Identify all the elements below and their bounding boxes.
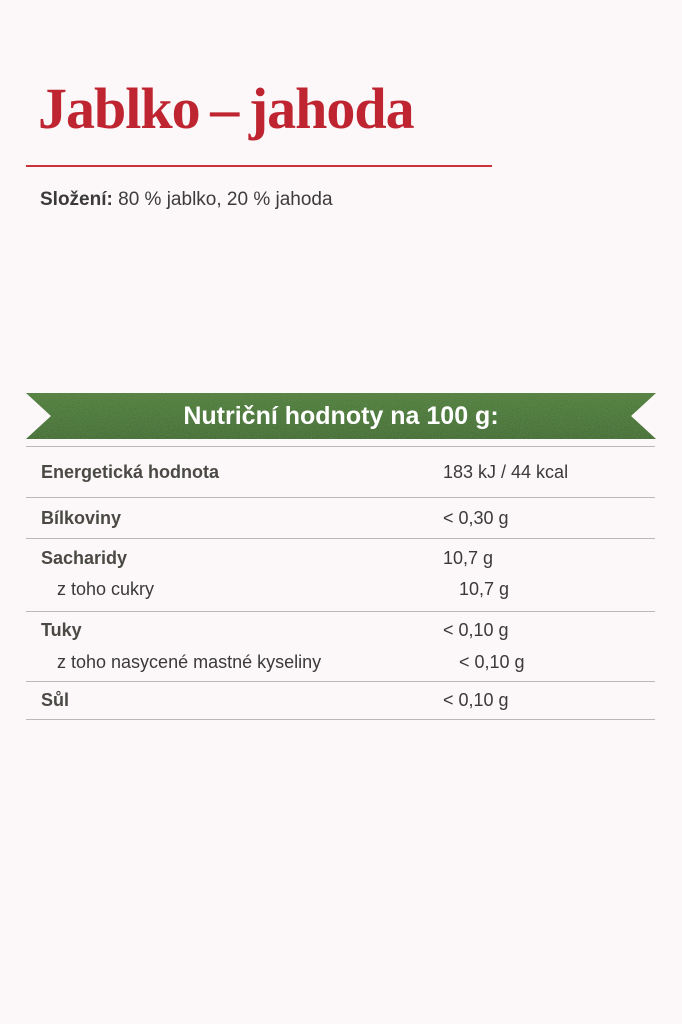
row-value: < 0,10 g bbox=[459, 651, 525, 672]
nutrition-heading: Nutriční hodnoty na 100 g: bbox=[183, 402, 499, 430]
table-row bbox=[26, 543, 655, 574]
row-value: < 0,30 g bbox=[443, 507, 509, 528]
nutrition-banner bbox=[26, 393, 656, 441]
table-group-fat bbox=[26, 612, 655, 682]
composition-text: 80 % jablko, 20 % jahoda bbox=[112, 189, 333, 210]
row-value: 10,7 g bbox=[443, 548, 494, 568]
table-row bbox=[26, 682, 655, 719]
table-group-energy bbox=[26, 447, 655, 498]
row-label: z toho cukry bbox=[57, 579, 155, 599]
row-label: z toho nasycené mastné kyseliny bbox=[57, 651, 322, 672]
table-row bbox=[26, 646, 655, 678]
row-label: Sůl bbox=[41, 690, 70, 710]
table-group-carbohydrates bbox=[26, 539, 655, 612]
composition-line bbox=[40, 189, 333, 211]
row-value: < 0,10 g bbox=[443, 690, 509, 710]
title-underline bbox=[26, 165, 492, 167]
row-value: < 0,10 g bbox=[443, 619, 509, 640]
product-title: Jablko – jahoda bbox=[38, 76, 414, 141]
table-group-protein bbox=[26, 498, 655, 539]
table-row bbox=[26, 574, 655, 605]
row-label: Energetická hodnota bbox=[41, 461, 220, 482]
row-label: Tuky bbox=[41, 619, 82, 640]
row-value: 10,7 g bbox=[459, 579, 510, 599]
table-row bbox=[26, 498, 655, 538]
row-label: Bílkoviny bbox=[41, 507, 122, 528]
table-row bbox=[26, 614, 655, 646]
table-row bbox=[26, 447, 655, 497]
table-group-salt bbox=[26, 682, 655, 720]
nutrition-table bbox=[26, 446, 655, 720]
row-label: Sacharidy bbox=[41, 548, 128, 568]
composition-label: Složení: bbox=[40, 189, 113, 210]
row-value: 183 kJ / 44 kcal bbox=[443, 461, 569, 482]
